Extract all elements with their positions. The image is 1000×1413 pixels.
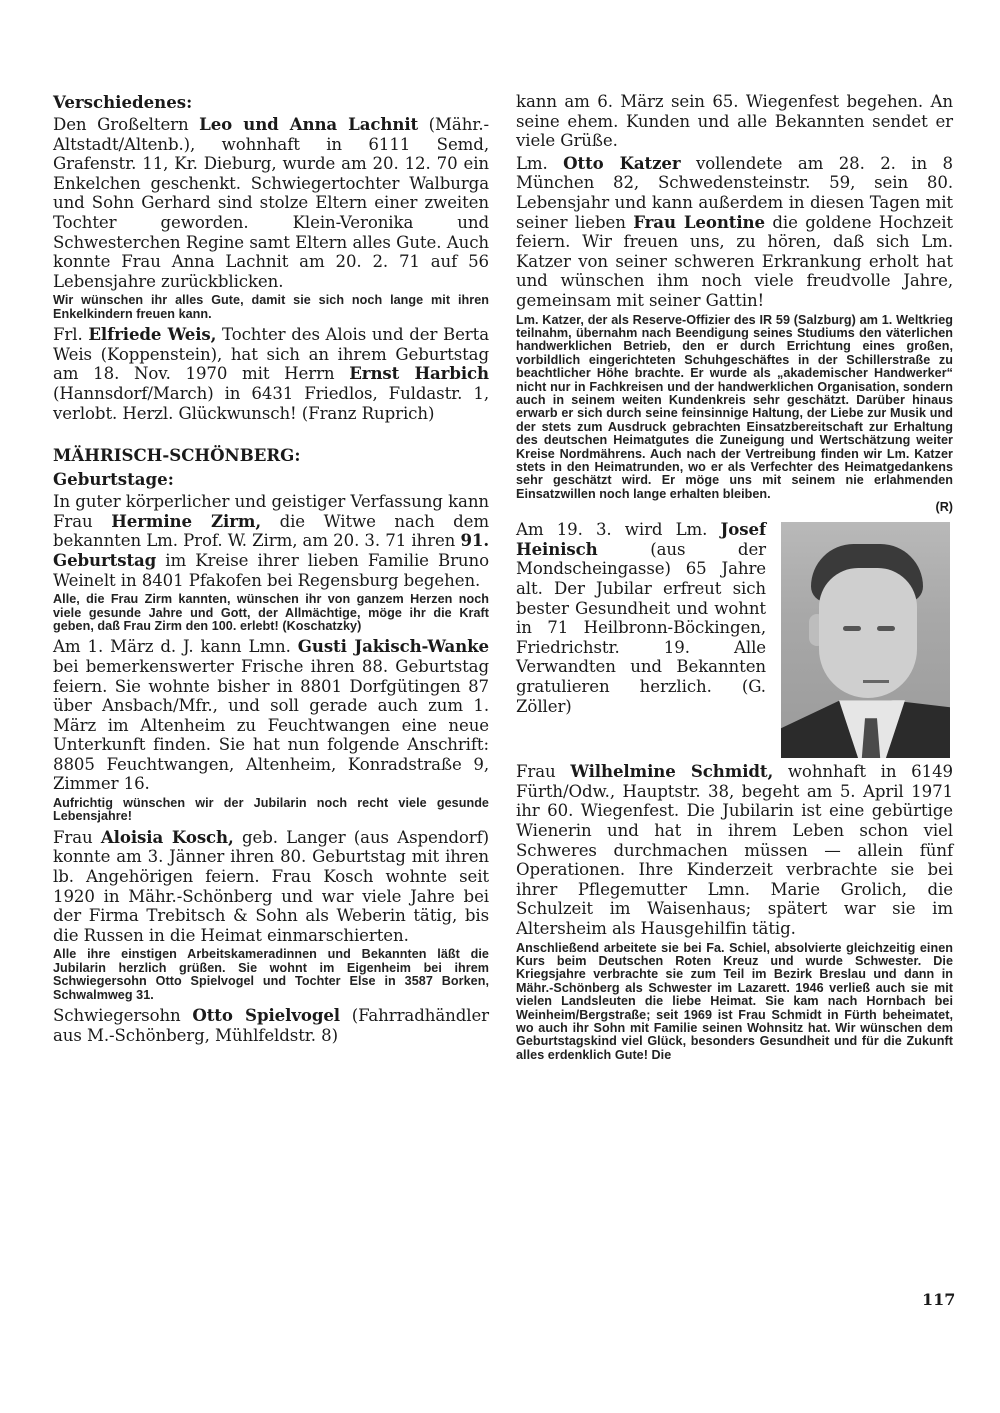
article-weis: Frl. Elfriede Weis, Tochter des Alois und der Berta Weis (Koppenstein), hat sich an ihrem Geburtstag am 18. Nov. 1970 mit Herrn Ernst Harbich (Hannsdorf/March) in 6431 Friedlos, Fuldastr. 1, verlobt. Herzl. Glückwunsch! (Franz Ruprich) (53, 324, 489, 423)
person-name: Josef Heinisch (516, 519, 766, 559)
photo-face (819, 568, 917, 698)
article-lachnit: Den Großeltern Leo und Anna Lachnit (Mähr.-Altstadt/Altenb.), wohnhaft in 6111 Semd, Grafenstr. 11, Kr. Dieburg, wurde am 20. 12. 70 ein Enkelchen geschenkt. Schwiegertochter Walburga und Sohn Gerhard sind stolze Eltern einer zweiten Tochter geworden. Klein-Veronika und Schwesterchen Regine samt Eltern alles Gute. Auch konnte Frau Anna Lachnit am 20. 2. 71 auf 56 Lebensjahre zurückblicken. (53, 114, 490, 291)
article-schmidt: Frau Wilhelmine Schmidt, wohnhaft in 6149 Fürth/Odw., Hauptstr. 38, begeht am 5. April 1971 ihr 60. Wiegenfest. Die Jubilarin ist eine gebürtige Wienerin und hat in ihrem Leben schon viel Schweres durchmachen müssen — allein fünf Operationen. Ihre Kinderzeit verbrachte sie bei ihrer Pflegemutter Lmn. Marie Grolich, die Schulzeit im Waisenhaus; spätert war sie im Altersheim als Hausgehilfin tätig. (516, 761, 953, 938)
portrait-photo (781, 522, 950, 758)
article-schmidt-note: Anschließend arbeitete sie bei Fa. Schiel, absolvierte gleichzeitig einen Kurs beim Deutschen Roten Kreuz und wurde Schwester. Die Kriegsjahre verbrachte sie zum Teil im Bezirk Breslau und dann in Mähr.-Schönberg als Schwester im Lazarett. 1946 verließ auch sie mit vielen Landsleuten die liebe Heimat. Sie kam nach Hornbach bei Weinheim/Bergstraße; seit 1969 ist Frau Schmidt in Fürth beheimatet, wo auch ihr Sohn mit Familie seinen Wohnsitz hat. Wir wünschen dem Geburtstagskind viel Glück, besonders Gesundheit und für die Zukunft alles erdenklich Gute! Die (516, 940, 953, 1062)
article-jakisch: Am 1. März d. J. kann Lmn. Gusti Jakisch-Wanke bei bemerkenswerter Frische ihren 88. Geburtstag feiern. Sie wohnte bisher in 8801 Dorfgütingen 87 über Ansbach/Mfr., und soll gerade auch zum 1. März im Altenheim zu Feuchtwangen eine neue Unterkunft finden. Sie hat nun folgende Anschrift: 8805 Feuchtwangen, Altenheim, Konradstraße 9, Zimmer 16. (53, 636, 490, 794)
person-name: Hermine Zirm, (111, 510, 262, 531)
article-continuation: kann am 6. März sein 65. Wiegenfest begehen. An seine ehem. Kunden und alle Bekannten sendet er viele Grüße. (516, 92, 953, 151)
right-column (516, 92, 953, 1066)
left-column (53, 92, 489, 1048)
person-name: Gusti Jakisch-Wanke (297, 636, 490, 657)
person-name: Leo und Anna Lachnit (199, 114, 419, 134)
person-name: Otto Spielvogel (192, 1005, 340, 1026)
article-heinisch-text: Am 19. 3. wird Lm. Josef Heinisch (aus der Mondscheingasse) 65 Jahre alt. Der Jubilar erfreut sich bester Gesundheit und wohnt in 71 Heilbronn-Böckingen, Friedrichstr. 19. Alle Verwandten und Bekannten gratulieren herzlich. (G. Zöller) (516, 519, 766, 716)
person-name: Otto Katzer (563, 152, 681, 173)
person-name: Frau Leontine (633, 211, 765, 232)
article-katzer: Lm. Otto Katzer vollendete am 28. 2. in 8 München 82, Schwedensteinstr. 59, sein 80. Lebensjahr und kann außerdem in diesen Tagen mit seiner lieben Frau Leontine die goldene Hochzeit feiern. Wir freuen uns, zu hören, daß sich Lm. Katzer von seiner schweren Erkrankung erholt hat und wünschen ihm noch viele freudvolle Jahre, gemeinsam mit seiner Gattin! (516, 152, 954, 310)
emphasis: 91. Geburtstag (53, 530, 490, 570)
article-katzer-note: Lm. Katzer, der als Reserve-Offizier des IR 59 (Salzburg) am 1. Weltkrieg teilnahm, übernahm nach Beendigung seines Studiums den väterlichen handwerklichen Betrieb, den er durch Errichtung eines großen, vorbildlich eingerichteten Schuhgeschäftes in der Schillerstraße zu beachtlicher Höhe brachte. Er wurde als „akademischer Handwerker“ nicht nur in Fachkreisen und der handwerklichen Organisation, sondern auch in seinem weiten Kundenkreis sehr geschätzt. Darüber hinaus erwarb er sich durch seine feinsinnige Haltung, der Liebe zur Musik und der stets zum Ausdruck gebrachten Einsatzbereitschaft zur Erhaltung des deutschen Heimatgutes die Zuneigung und Wertschätzung weiter Kreise Nordmährens. Auch nach der Vertreibung finden wir Lm. Katzer stets in den Heimatrunden, wo er als Verfechter des Heimatgedankens sehr geschätzt wird. Er möge uns mit seinem nie erlahmenden Einsatzwillen noch lange erhalten bleiben. (516, 312, 953, 501)
subheading-geburtstage: Geburtstage: (53, 469, 174, 490)
author-credit: (R) (935, 500, 953, 515)
article-kosch: Frau Aloisia Kosch, geb. Langer (aus Aspendorf) konnte am 3. Jänner ihren 80. Geburtstag mit ihren lb. Angehörigen feiern. Frau Kosch wohnte seit 1920 in Mähr.-Schönberg und war viele Jahre bei der Firma Trebitsch & Sohn als Weberin tätig, bis die Russen in die Heimat einmarschierten. (53, 826, 489, 945)
person-name: Wilhelmine Schmidt, (570, 761, 774, 782)
article-zirm-note: Alle, die Frau Zirm kannten, wünschen ihr von ganzem Herzen noch viele gesunde Jahre und Gott, der Allmächtige, möge ihr die Kraft geben, daß Frau Zirm den 100. erlebt! (Koschatzky) (53, 592, 489, 633)
person-name: Aloisia Kosch, (100, 826, 234, 847)
photo-mouth (863, 680, 889, 683)
article-spielvogel: Schwiegersohn Otto Spielvogel (Fahrradhändler aus M.-Schönberg, Mühlfeldstr. 8) (53, 1005, 490, 1045)
article-heinisch (516, 520, 953, 762)
section-heading-verschiedenes: Verschiedenes: (53, 92, 193, 112)
article-kosch-note: Alle ihre einstigen Arbeitskameradinnen und Bekannten läßt die Jubilarin herzlich grüßen. Sie wohnt im Eigenheim bei ihrem Schwiegersohn Otto Spielvogel und Tochter Else in 3587 Borken, Schwalmweg 31. (53, 947, 489, 1002)
person-name: Ernst Harbich (349, 363, 489, 384)
photo-eye (843, 626, 861, 631)
page-number: 117 (922, 1290, 956, 1309)
article-jakisch-note: Aufrichtig wünschen wir der Jubilarin noch recht viele gesunde Lebensjahre! (53, 796, 489, 824)
photo-eye (877, 626, 895, 631)
article-zirm: In guter körperlicher und geistiger Verfassung kann Frau Hermine Zirm, die Witwe nach dem bekannten Lm. Prof. W. Zirm, am 20. 3. 71 ihren 91. Geburtstag im Kreise ihrer lieben Familie Bruno Weinelt in 8401 Pfakofen bei Regensburg begehen. (53, 492, 490, 590)
person-name: Elfriede Weis, (88, 324, 217, 345)
article-lachnit-note: Wir wünschen ihr alles Gute, damit sie sich noch lange mit ihren Enkelkindern freuen kann. (53, 293, 489, 321)
section-heading-schoenberg: MÄHRISCH-SCHÖNBERG: (53, 445, 301, 466)
